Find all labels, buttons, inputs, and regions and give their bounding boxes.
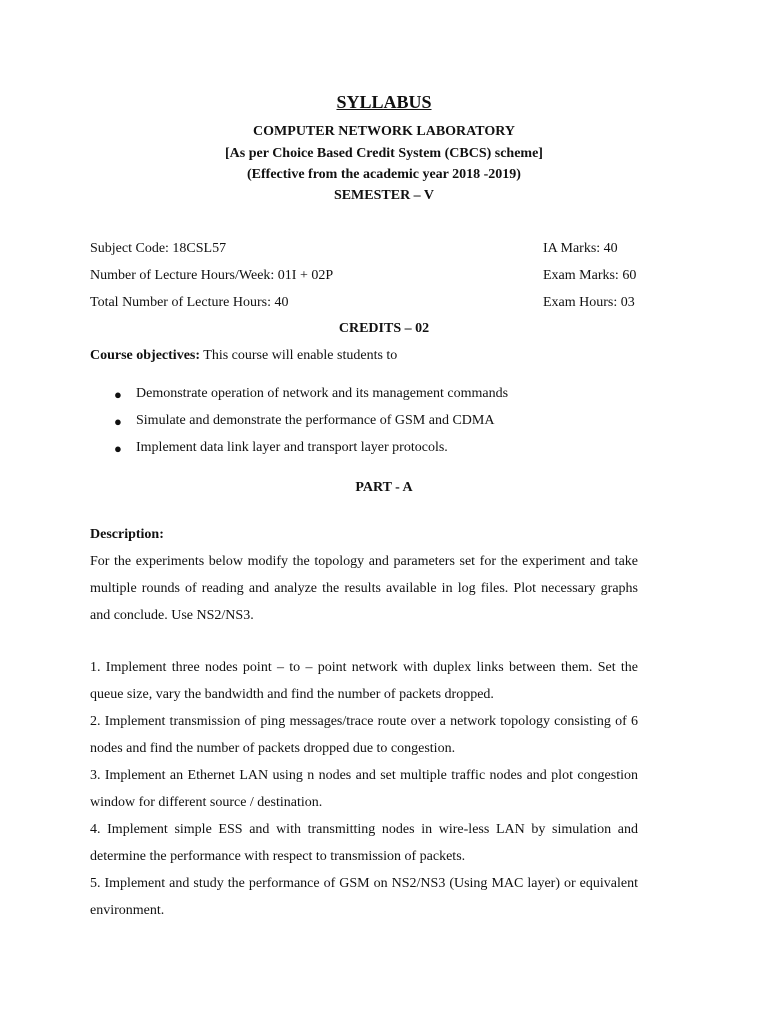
bullet-icon: ● xyxy=(114,441,122,456)
scheme-note: [As per Choice Based Credit System (CBCS) scheme] xyxy=(225,146,543,161)
subject-code: Subject Code: 18CSL57 xyxy=(90,241,227,256)
total-lecture-hours: Total Number of Lecture Hours: 40 xyxy=(90,295,289,310)
experiment-item: 4. Implement simple ESS and with transmitting nodes in wire-less LAN by simulation and determine the performance with respect to transmission of packets. xyxy=(90,822,638,864)
objective-item: Implement data link layer and transport layer protocols. xyxy=(136,440,448,455)
experiment-item: 1. Implement three nodes point – to – point network with duplex links between them. Set the queue size, vary the bandwidth and find the number of packets dropped. xyxy=(90,660,638,702)
description-label: Description: xyxy=(90,527,164,542)
course-name: COMPUTER NETWORK LABORATORY xyxy=(253,124,515,139)
ia-marks: IA Marks: 40 xyxy=(543,241,618,256)
effective-year: (Effective from the academic year 2018 -2019) xyxy=(247,167,521,182)
document-title: SYLLABUS xyxy=(336,92,432,112)
experiment-item: 5. Implement and study the performance of GSM on NS2/NS3 (Using MAC layer) or equivalent environment. xyxy=(90,876,638,918)
objective-item: Simulate and demonstrate the performance of GSM and CDMA xyxy=(136,413,495,428)
exam-marks: Exam Marks: 60 xyxy=(543,268,637,283)
part-a-heading: PART - A xyxy=(355,480,413,495)
experiment-item: 2. Implement transmission of ping messages/trace route over a network topology consisting of 6 nodes and find the number of packets dropped due to congestion. xyxy=(90,714,638,756)
credits: CREDITS – 02 xyxy=(338,321,430,336)
bullet-icon: ● xyxy=(114,387,122,402)
description-heading xyxy=(90,527,164,543)
semester: SEMESTER – V xyxy=(333,188,435,203)
exam-hours: Exam Hours: 03 xyxy=(543,295,635,310)
description-text: For the experiments below modify the topology and parameters set for the experiment and take multiple rounds of reading and analyze the results available in log files. Plot necessary graphs and conclude. Use NS2/NS3. xyxy=(90,554,638,623)
course-objectives-intro: This course will enable students to xyxy=(200,348,398,363)
course-objectives-label: Course objectives: xyxy=(90,348,201,363)
bullet-icon: ● xyxy=(114,414,122,429)
lecture-hours-week: Number of Lecture Hours/Week: 01I + 02P xyxy=(90,268,334,283)
experiment-item: 3. Implement an Ethernet LAN using n nodes and set multiple traffic nodes and plot congestion window for different source / destination. xyxy=(90,768,638,810)
course-objectives xyxy=(90,348,397,364)
objective-item: Demonstrate operation of network and its management commands xyxy=(136,386,509,401)
